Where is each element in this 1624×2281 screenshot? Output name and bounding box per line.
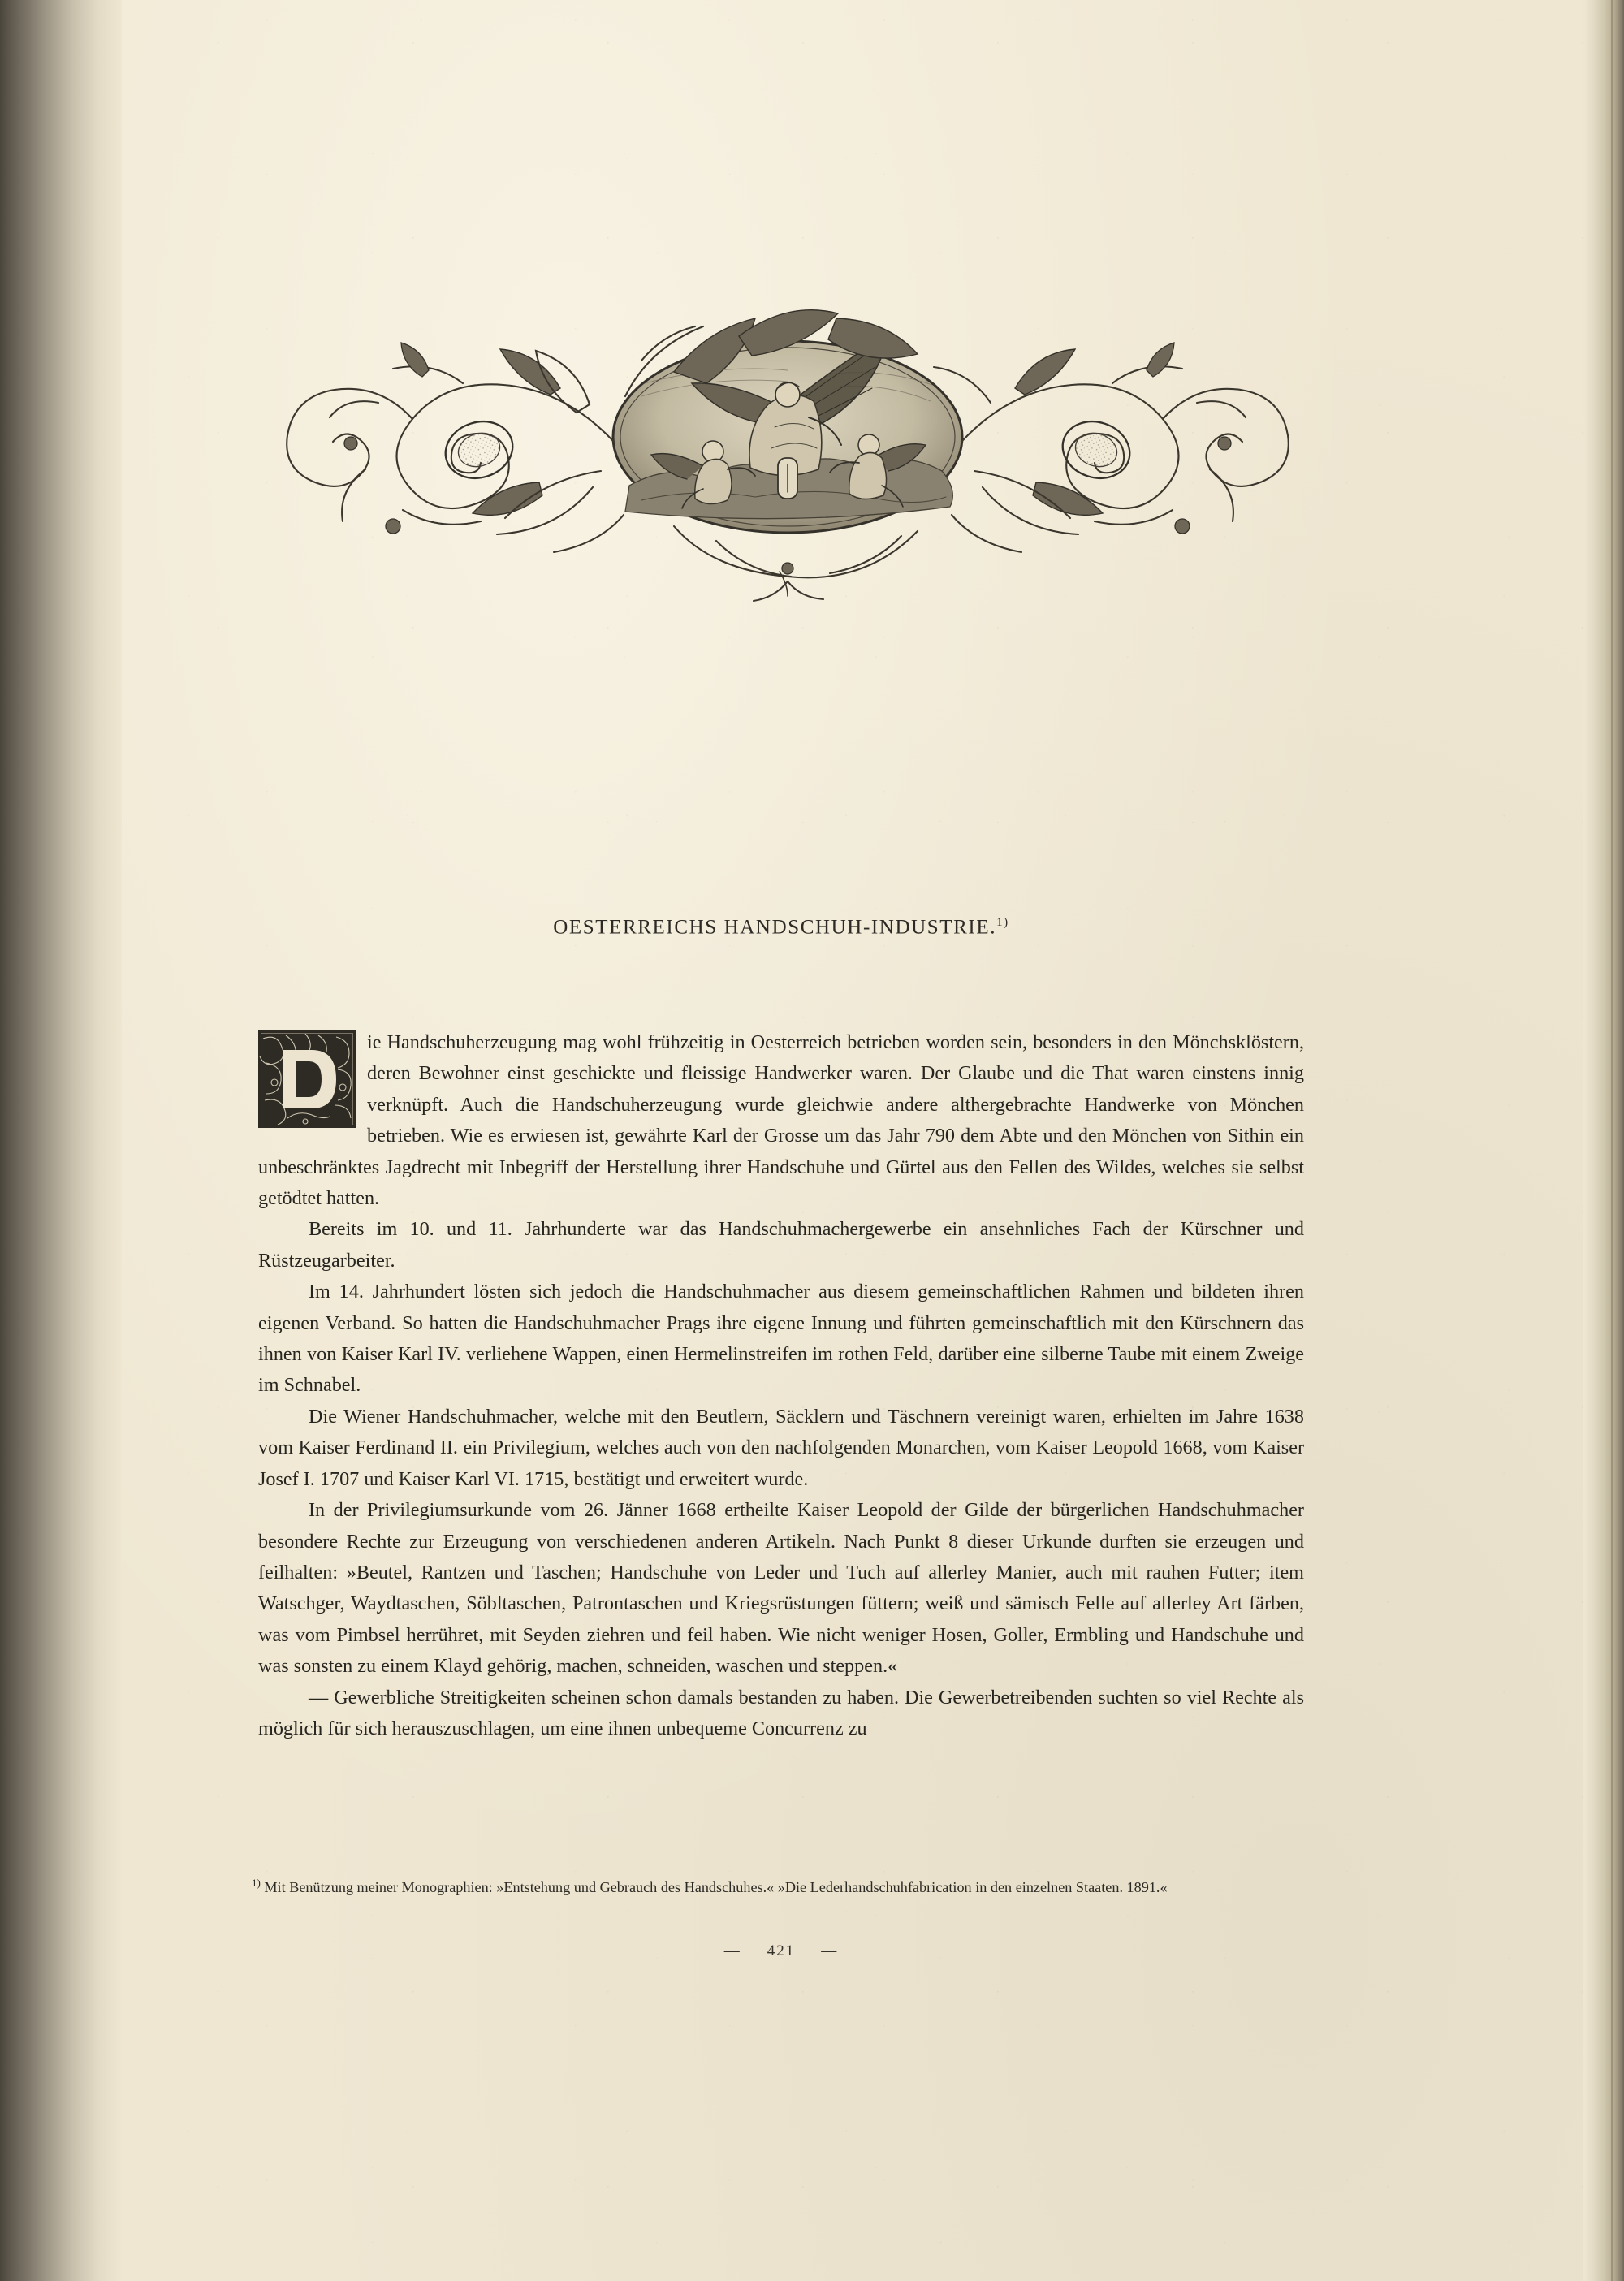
drop-cap-D bbox=[258, 1030, 356, 1128]
book-gutter-shadow bbox=[0, 0, 122, 2281]
paragraph-6: — Gewerbliche Streitigkeiten scheinen schon damals bestanden zu haben. Die Gewerbetreibenden suchten so viel Rechte als möglich für sich herauszuschlagen, um eine ihnen unbequeme Concurrenz zu bbox=[258, 1686, 1304, 1739]
body-text bbox=[258, 1027, 1304, 1744]
page-number bbox=[258, 1942, 1304, 1960]
paragraph-4: Die Wiener Handschuhmacher, welche mit den Beutlern, Säcklern und Täschnern vereinigt waren, erhielten im Jahre 1638 vom Kaiser Ferdinand II. ein Privilegium, welches auch von den nachfolgenden Monarchen, vom Kaiser Leopold 1668, vom Kaiser Josef I. 1707 und Kaiser Karl VI. 1715, bestätigt und erweitert wurde. bbox=[258, 1405, 1304, 1490]
headpiece-ornament bbox=[219, 283, 1356, 607]
page-number-dash-right: — bbox=[821, 1942, 839, 1959]
page-title bbox=[258, 916, 1304, 939]
page-number-value: 421 bbox=[767, 1942, 796, 1959]
page-edge-line bbox=[1611, 0, 1613, 2281]
footnote-text: Mit Benützung meiner Monographien: »Entstehung und Gebrauch des Handschuhes.« »Die Lederhandschuhfabrication in den einzelnen Staaten. 1891.« bbox=[260, 1879, 1168, 1896]
footnote-marker: 1) bbox=[252, 1877, 261, 1889]
paragraph-2: Bereits im 10. und 11. Jahrhunderte war das Handschuhmachergewerbe ein ansehnliches Fach der Kürschner und Rüstzeugarbeiter. bbox=[258, 1218, 1304, 1272]
paragraph-1-text: ie Handschuherzeugung mag wohl frühzeitig in Oesterreich betrieben worden sein, besonders in den Mönchsklöstern, deren Bewohner einst geschickte und fleissige Handwerker waren. Der Glaube und die That waren einstens innig verknüpft. Auch die Handschuherzeugung wurde gleichwie andere althergebrachte Handwerke von Mönchen betrieben. Wie es erwiesen ist, gewährte Karl der Grosse um das Jahr 790 dem Abte und den Mönchen von Sithin ein unbeschränktes Jagdrecht mit Inbegriff der Herstellung ihrer Handschuhe und Gürtel aus den Fellen des Wildes, welches sie selbst getödtet hatten. bbox=[258, 1031, 1304, 1210]
paragraph-5: In der Privilegiumsurkunde vom 26. Jänner 1668 ertheilte Kaiser Leopold der Gilde der bürgerlichen Handschuhmacher besondere Rechte zur Erzeugung von verschiedenen anderen Artikeln. Nach Punkt 8 dieser Urkunde durften sie erzeugen und feilhalten: »Beutel, Rantzen und Taschen; Handschuhe von Leder und Tuch auf allerley Manier, auch mit rauhen Futter; item Watschger, Waydtaschen, Söbltaschen, Patrontaschen und Kriegsrüstungen füttern; weiß und sämisch Felle auf allerley Art färben, was vom Pimbsel herrühret, mit Seyden ziehren und feil haben. Wie nicht weniger Hosen, Goller, Ermbling und Handschuhe und was sonsten zu einem Klayd gehörig, machen, schneiden, waschen und steppen.« bbox=[258, 1499, 1304, 1678]
page-number-dash-left: — bbox=[723, 1942, 741, 1959]
paragraph-3: Im 14. Jahrhundert lösten sich jedoch die Handschuhmacher aus diesem gemeinschaftlichen Rahmen und bildeten ihren eigenen Verband. So hatten die Handschuhmacher Prags ihre eigene Innung und führten gemeinschaftlich mit den Kürschnern das ihnen von Kaiser Karl IV. verliehene Wappen, einen Hermelinstreifen im rothen Feld, darüber eine silberne Taube mit einem Zweige im Schnabel. bbox=[258, 1281, 1304, 1397]
title-footnote-marker: 1) bbox=[996, 916, 1009, 929]
page-title-text: OESTERREICHS HANDSCHUH-INDUSTRIE. bbox=[553, 916, 997, 939]
footnote bbox=[252, 1872, 1304, 1899]
paragraph-1 bbox=[258, 1027, 1304, 1214]
page-right-edge bbox=[1583, 0, 1624, 2281]
